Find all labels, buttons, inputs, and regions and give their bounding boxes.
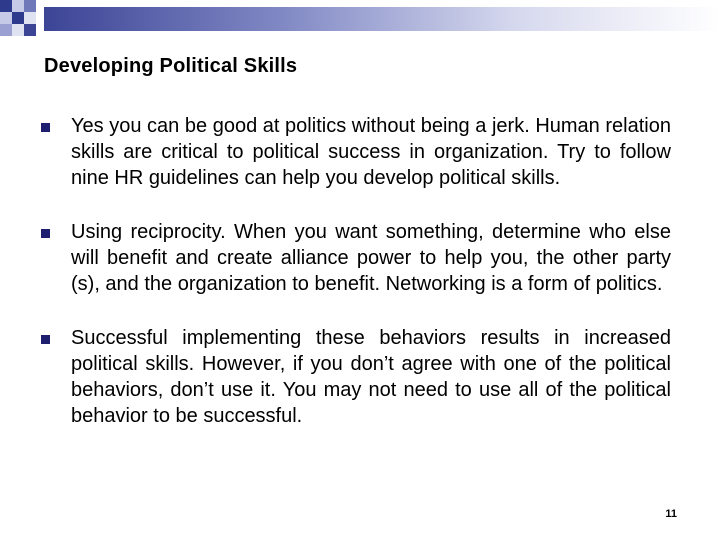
deco-square-light-3 xyxy=(24,12,36,24)
header-gradient-bar xyxy=(44,7,720,31)
deco-square-light-4 xyxy=(12,24,24,36)
bullet-item xyxy=(41,325,671,429)
header-decoration xyxy=(0,0,720,45)
deco-square-mid-1 xyxy=(24,0,36,12)
square-bullet-icon xyxy=(41,123,50,132)
deco-square-dark-3 xyxy=(24,24,36,36)
page-number: 11 xyxy=(665,508,677,520)
bullet-item xyxy=(41,219,671,297)
bullet-text: Successful implementing these behaviors results in increased political skills. However, if you don’t agree with one of the political behaviors, don’t use it. You may not need to use all of the political behavior to be successful. xyxy=(71,327,671,427)
slide-title: Developing Political Skills xyxy=(44,55,298,77)
deco-square-dark-1 xyxy=(0,0,12,12)
bullet-list xyxy=(41,113,671,429)
square-bullet-icon xyxy=(41,229,50,238)
deco-square-mid-2 xyxy=(0,24,12,36)
deco-square-light-2 xyxy=(0,12,12,24)
bullet-item xyxy=(41,113,671,191)
bullet-text: Yes you can be good at politics without being a jerk. Human relation skills are critical to political success in organization. Try to follow nine HR guidelines can help you develop political skills. xyxy=(71,115,671,189)
deco-square-light-1 xyxy=(12,0,24,12)
bullet-text: Using reciprocity. When you want something, determine who else will benefit and create alliance power to help you, the other party (s), and the organization to benefit. Networking is a form of politics. xyxy=(71,221,671,295)
square-bullet-icon xyxy=(41,335,50,344)
deco-square-dark-2 xyxy=(12,12,24,24)
